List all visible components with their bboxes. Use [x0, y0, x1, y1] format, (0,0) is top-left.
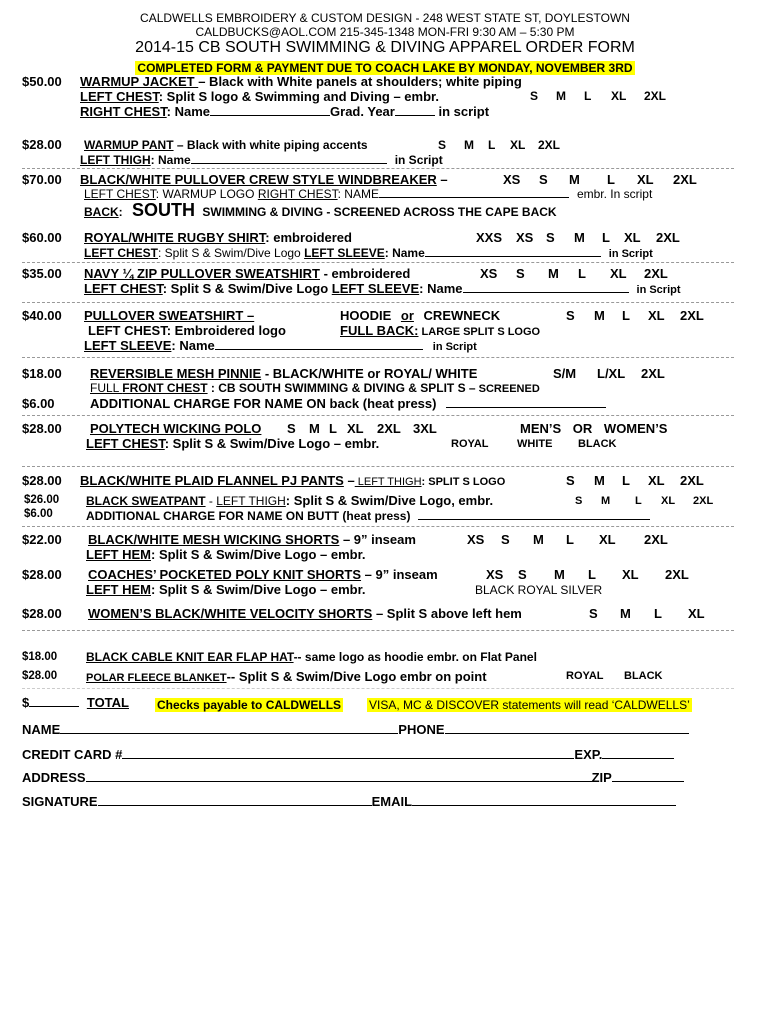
- placement-detail: : Split S & Swim/Dive Logo – embr.: [164, 436, 380, 451]
- size-option[interactable]: 2XL: [656, 230, 680, 245]
- grad-year-label: Grad. Year: [330, 104, 395, 119]
- size-option[interactable]: 2XL: [680, 473, 704, 488]
- size-option[interactable]: 2XL: [644, 89, 667, 103]
- size-option[interactable]: M: [556, 89, 566, 103]
- item-desc: – Black with white piping accents: [173, 138, 368, 152]
- size-option[interactable]: 2XL: [644, 266, 668, 281]
- checks-payable-note: Checks payable to CALDWELLS: [157, 698, 342, 712]
- size-option[interactable]: S: [566, 473, 575, 488]
- item-price: $28.00: [22, 567, 62, 582]
- size-option[interactable]: XS: [480, 266, 498, 281]
- script-note: in Script: [636, 284, 681, 296]
- size-options: [480, 266, 668, 281]
- item-price: $18.00: [22, 366, 62, 381]
- item-price: $26.00: [24, 494, 60, 506]
- size-option[interactable]: 3XL: [413, 421, 437, 436]
- name-blank[interactable]: [215, 338, 423, 350]
- placement-detail: SWIMMING & DIVING - SCREENED ACROSS THE CAPE BACK: [202, 205, 557, 219]
- item-name: REVERSIBLE MESH PINNIE: [90, 366, 262, 381]
- placement-detail: : SPLIT S LOGO: [421, 476, 506, 488]
- size-option[interactable]: 2XL: [377, 421, 401, 436]
- size-option[interactable]: XS: [467, 532, 485, 547]
- size-options: [566, 473, 704, 488]
- separator: -: [205, 494, 217, 508]
- size-options: [503, 172, 697, 187]
- size-options: [467, 532, 668, 547]
- size-option[interactable]: XL: [622, 567, 639, 582]
- size-option[interactable]: XS: [486, 567, 504, 582]
- name-blank[interactable]: [463, 281, 629, 293]
- placement-detail: : WARMUP LOGO: [155, 187, 258, 201]
- style-options: [340, 308, 500, 323]
- placement-label: LEFT CHEST: [84, 246, 158, 260]
- color-option[interactable]: BLACK: [624, 670, 663, 682]
- size-option[interactable]: M: [554, 567, 565, 582]
- divider: [22, 526, 734, 527]
- size-option[interactable]: S: [518, 567, 527, 582]
- size-option[interactable]: S: [539, 172, 548, 187]
- color-option[interactable]: WHITE: [517, 438, 553, 450]
- placement-detail: : Split S & Swim/Dive Logo – embr.: [151, 582, 366, 597]
- item-desc: - embroidered: [319, 266, 411, 281]
- item-name: BLACK CABLE KNIT EAR FLAP HAT: [86, 650, 294, 664]
- color-options: [451, 438, 617, 450]
- color-option[interactable]: ROYAL: [566, 670, 604, 682]
- size-option[interactable]: XL: [648, 473, 665, 488]
- script-note: in script: [434, 104, 490, 119]
- item-name: POLYTECH WICKING POLO: [90, 421, 262, 436]
- size-option[interactable]: 2XL: [538, 138, 561, 152]
- name-blank[interactable]: [425, 245, 601, 257]
- placement-detail: : Name: [150, 153, 191, 167]
- size-option[interactable]: M: [533, 532, 544, 547]
- exp-label: EXP.: [574, 747, 603, 762]
- item-name: POLAR FLEECE BLANKET: [86, 672, 227, 684]
- item-name: WOMEN’S BLACK/WHITE VELOCITY SHORTS: [88, 606, 373, 621]
- name-blank[interactable]: [191, 152, 387, 164]
- item-desc: –: [436, 172, 448, 187]
- placement-detail: : Split S & Swim/Dive Logo – embr.: [151, 547, 366, 562]
- placement-detail: : Split S logo & Swimming and Diving – embr.: [158, 89, 439, 104]
- name-field[interactable]: [60, 722, 398, 734]
- placement-detail: : Name: [419, 281, 463, 296]
- size-option[interactable]: XL: [661, 495, 676, 507]
- item-name: BLACK/WHITE MESH WICKING SHORTS: [88, 532, 340, 547]
- placement-detail: : Name: [384, 246, 425, 260]
- placement-label: RIGHT CHEST: [80, 104, 167, 119]
- size-option[interactable]: L/XL: [597, 366, 626, 381]
- size-option[interactable]: L: [602, 230, 610, 245]
- placement-detail: : Split S & Swim/Dive Logo: [162, 281, 332, 296]
- placement-label: LEFT THIGH: [354, 476, 422, 488]
- size-options: [530, 89, 666, 103]
- addon-desc: ADDITIONAL CHARGE FOR NAME ON back (heat press): [90, 396, 437, 411]
- credit-card-field[interactable]: [122, 747, 574, 759]
- divider: [22, 630, 734, 631]
- contact-row-4: [22, 794, 676, 809]
- divider: [22, 262, 734, 263]
- size-option[interactable]: S: [438, 138, 447, 152]
- signature-field[interactable]: [98, 794, 372, 806]
- size-options: [438, 138, 560, 152]
- size-option[interactable]: L: [622, 308, 630, 323]
- item-desc: -- Split S & Swim/Dive Logo embr on point: [226, 669, 487, 684]
- placement-label: LEFT SLEEVE: [84, 338, 172, 353]
- exp-field[interactable]: [602, 747, 674, 759]
- size-option[interactable]: 2XL: [680, 308, 704, 323]
- size-option[interactable]: S: [287, 421, 296, 436]
- divider: [22, 415, 734, 416]
- item-desc: – 9” inseam: [361, 567, 438, 582]
- size-option[interactable]: L: [329, 421, 337, 436]
- size-option[interactable]: M: [594, 473, 605, 488]
- item-desc: – Black with White panels at shoulders; white piping: [198, 74, 522, 89]
- size-option[interactable]: S: [575, 495, 583, 507]
- placement-label: LEFT CHEST: [86, 436, 165, 451]
- total-amount-blank[interactable]: [29, 695, 79, 707]
- placement-detail: LEFT CHEST: Embroidered logo: [88, 323, 286, 338]
- color-option[interactable]: ROYAL: [451, 438, 489, 450]
- size-options: [553, 366, 665, 381]
- deadline-text: COMPLETED FORM & PAYMENT DUE TO COACH LAKE BY MONDAY, NOVEMBER 3RD: [137, 61, 633, 75]
- grad-year-blank[interactable]: [395, 104, 435, 116]
- item-name: BLACK SWEATPANT: [86, 494, 206, 508]
- phone-label: PHONE: [398, 722, 445, 737]
- item-desc: – 9” inseam: [339, 532, 416, 547]
- item-desc: - BLACK/WHITE or ROYAL/ WHITE: [261, 366, 478, 381]
- script-note: in Script: [432, 341, 477, 353]
- size-options: [589, 606, 705, 621]
- item-desc: –: [343, 473, 355, 488]
- item-name: COACHES’ POCKETED POLY KNIT SHORTS: [88, 567, 362, 582]
- size-option[interactable]: S: [530, 89, 539, 103]
- item-price: $28.00: [22, 606, 62, 621]
- size-options: [566, 308, 704, 323]
- address-field[interactable]: [86, 770, 592, 782]
- form-title: 2014-15 CB SOUTH SWIMMING & DIVING APPAREL ORDER FORM: [135, 39, 635, 56]
- color-options: BLACK ROYAL SILVER: [475, 583, 603, 597]
- size-option[interactable]: 2XL: [665, 567, 689, 582]
- placement-label: RIGHT CHEST: [257, 187, 338, 201]
- zip-field[interactable]: [612, 770, 684, 782]
- item-desc: : embroidered: [265, 230, 352, 245]
- divider: [22, 357, 734, 358]
- zip-label: ZIP: [591, 770, 612, 785]
- size-option[interactable]: XL: [599, 532, 616, 547]
- item-price: $40.00: [22, 308, 62, 323]
- size-options: [287, 421, 437, 436]
- colon: :: [118, 205, 123, 219]
- size-option[interactable]: L: [588, 567, 596, 582]
- size-option[interactable]: XXS: [476, 230, 503, 245]
- size-option[interactable]: L: [654, 606, 662, 621]
- size-option[interactable]: L: [488, 138, 496, 152]
- size-option[interactable]: 2XL: [644, 532, 668, 547]
- signature-label: SIGNATURE: [22, 794, 98, 809]
- name-blank[interactable]: [418, 508, 650, 520]
- placement-label: LEFT SLEEVE: [304, 246, 385, 260]
- item-price: $70.00: [22, 172, 62, 187]
- item-price: $28.00: [22, 670, 58, 682]
- card-statement-note: VISA, MC & DISCOVER statements will read ‘CALDWELLS’: [369, 698, 690, 712]
- script-note: in Script: [394, 153, 443, 167]
- item-price: $22.00: [22, 532, 62, 547]
- size-option[interactable]: L: [607, 172, 615, 187]
- size-option[interactable]: XL: [624, 230, 641, 245]
- size-options: [476, 230, 680, 245]
- size-option[interactable]: M: [464, 138, 474, 152]
- email-field[interactable]: [412, 794, 676, 806]
- style-option-crewneck[interactable]: CREWNECK: [423, 308, 501, 323]
- placement-label: LEFT THIGH: [80, 153, 151, 167]
- contact-row-3: [22, 770, 684, 785]
- size-option[interactable]: S: [566, 308, 575, 323]
- size-option[interactable]: L: [635, 495, 642, 507]
- size-option[interactable]: S: [516, 266, 525, 281]
- color-options: [566, 670, 663, 682]
- size-option[interactable]: S/M: [553, 366, 577, 381]
- size-option[interactable]: M: [594, 308, 605, 323]
- script-note: in Script: [608, 248, 653, 260]
- style-option-hoodie[interactable]: HOODIE: [340, 308, 392, 323]
- item-price: $35.00: [22, 266, 62, 281]
- item-name: BLACK/WHITE PLAID FLANNEL PJ PANTS: [80, 473, 344, 488]
- size-option[interactable]: M: [601, 495, 611, 507]
- item-price: $28.00: [22, 137, 62, 152]
- placement-label: FULL: [90, 381, 123, 395]
- item-name: WARMUP JACKET: [80, 74, 199, 89]
- divider: [22, 466, 734, 467]
- size-option[interactable]: S: [501, 532, 510, 547]
- item-price: $28.00: [22, 473, 62, 488]
- size-option[interactable]: M: [548, 266, 559, 281]
- placement-detail: : Name: [171, 338, 215, 353]
- placement-label: LEFT CHEST: [84, 281, 163, 296]
- placement-label: LEFT SLEEVE: [331, 281, 420, 296]
- size-option[interactable]: L: [622, 473, 630, 488]
- size-options: [575, 495, 713, 507]
- placement-label: LEFT HEM: [86, 582, 151, 597]
- size-option[interactable]: M: [574, 230, 585, 245]
- size-option[interactable]: S: [589, 606, 598, 621]
- size-option[interactable]: S: [546, 230, 555, 245]
- item-price: $50.00: [22, 74, 62, 89]
- size-option[interactable]: 2XL: [693, 495, 714, 507]
- item-price: $60.00: [22, 230, 62, 245]
- item-name: WARMUP PANT: [84, 138, 174, 152]
- total-row: [22, 695, 129, 710]
- placement-detail: : Split S & Swim/Dive Logo, embr.: [285, 493, 494, 508]
- name-label: NAME: [22, 722, 61, 737]
- size-option[interactable]: XS: [503, 172, 521, 187]
- fit-option-mens[interactable]: MEN’S: [520, 421, 562, 436]
- addon-price: $6.00: [24, 508, 53, 520]
- fit-option-womens[interactable]: WOMEN’S: [603, 421, 668, 436]
- fit-options: [520, 421, 667, 436]
- size-option[interactable]: XL: [688, 606, 705, 621]
- placement-detail: : Split S & Swim/Dive Logo: [158, 246, 305, 260]
- size-option[interactable]: XL: [347, 421, 364, 436]
- item-desc: -- same logo as hoodie embr. on Flat Panel: [293, 650, 537, 664]
- size-option[interactable]: M: [309, 421, 320, 436]
- or-text: OR: [572, 421, 593, 436]
- size-option[interactable]: L: [566, 532, 574, 547]
- or-text: or: [400, 308, 414, 323]
- placement-label: FRONT CHEST: [122, 381, 208, 395]
- size-option[interactable]: L: [584, 89, 592, 103]
- color-option[interactable]: BLACK: [578, 438, 617, 450]
- item-desc: – Split S above left hem: [372, 606, 522, 621]
- size-option[interactable]: XL: [637, 172, 654, 187]
- item-name: ROYAL/WHITE RUGBY SHIRT: [84, 230, 266, 245]
- size-option[interactable]: XS: [516, 230, 534, 245]
- addon-price: $6.00: [22, 396, 55, 411]
- size-option[interactable]: XL: [648, 308, 665, 323]
- placement-detail: : NAME: [337, 187, 379, 201]
- size-options: [486, 567, 689, 582]
- print-method: SCREENED: [475, 383, 540, 395]
- script-note: embr. In script: [576, 187, 653, 201]
- placement-label: LEFT HEM: [86, 547, 151, 562]
- placement-label: LEFT THIGH: [216, 494, 286, 508]
- size-option[interactable]: XL: [611, 89, 627, 103]
- store-contact: CALDBUCKS@AOL.COM 215-345-1348 MON-FRI 9:30 AM – 5:30 PM: [195, 25, 575, 39]
- contact-row-2: [22, 747, 674, 762]
- placement-detail: : CB SOUTH SWIMMING & DIVING & SPLIT S –: [207, 381, 476, 395]
- back-print-word: SOUTH: [132, 200, 196, 220]
- item-name: NAVY ¼ ZIP PULLOVER SWEATSHIRT: [84, 266, 320, 281]
- addon-desc: ADDITIONAL CHARGE FOR NAME ON BUTT (heat press): [86, 509, 411, 523]
- item-name: PULLOVER SWEATSHIRT –: [84, 308, 255, 323]
- size-option[interactable]: XL: [610, 266, 627, 281]
- address-label: ADDRESS: [22, 770, 86, 785]
- size-option[interactable]: XL: [510, 138, 526, 152]
- divider: [22, 688, 734, 689]
- item-name: BLACK/WHITE PULLOVER CREW STYLE WINDBREAKER: [80, 172, 437, 187]
- size-option[interactable]: 2XL: [673, 172, 697, 187]
- size-option[interactable]: 2XL: [641, 366, 665, 381]
- name-blank[interactable]: [446, 396, 606, 408]
- name-blank[interactable]: [210, 104, 330, 116]
- placement-label: BACK: [84, 205, 119, 219]
- item-price: $18.00: [22, 651, 58, 663]
- size-option[interactable]: L: [578, 266, 586, 281]
- placement-label: FULL BACK:: [340, 323, 419, 338]
- divider: [22, 168, 734, 169]
- placement-detail: : Name: [166, 104, 211, 119]
- store-address: CALDWELLS EMBROIDERY & CUSTOM DESIGN - 248 WEST STATE ST, DOYLESTOWN: [140, 11, 630, 25]
- size-option[interactable]: M: [569, 172, 580, 187]
- divider: [22, 302, 734, 303]
- placement-detail: LARGE SPLIT S LOGO: [418, 326, 541, 338]
- email-label: EMAIL: [371, 794, 413, 809]
- total-dollar-sign: $: [22, 695, 30, 710]
- name-blank[interactable]: [379, 186, 569, 198]
- total-label: TOTAL: [86, 695, 129, 710]
- item-price: $28.00: [22, 421, 62, 436]
- placement-label: LEFT CHEST: [80, 89, 159, 104]
- size-option[interactable]: M: [620, 606, 631, 621]
- contact-row-1: [22, 722, 689, 737]
- credit-card-label: CREDIT CARD #: [22, 747, 123, 762]
- placement-label: LEFT CHEST: [84, 187, 156, 201]
- phone-field[interactable]: [445, 722, 689, 734]
